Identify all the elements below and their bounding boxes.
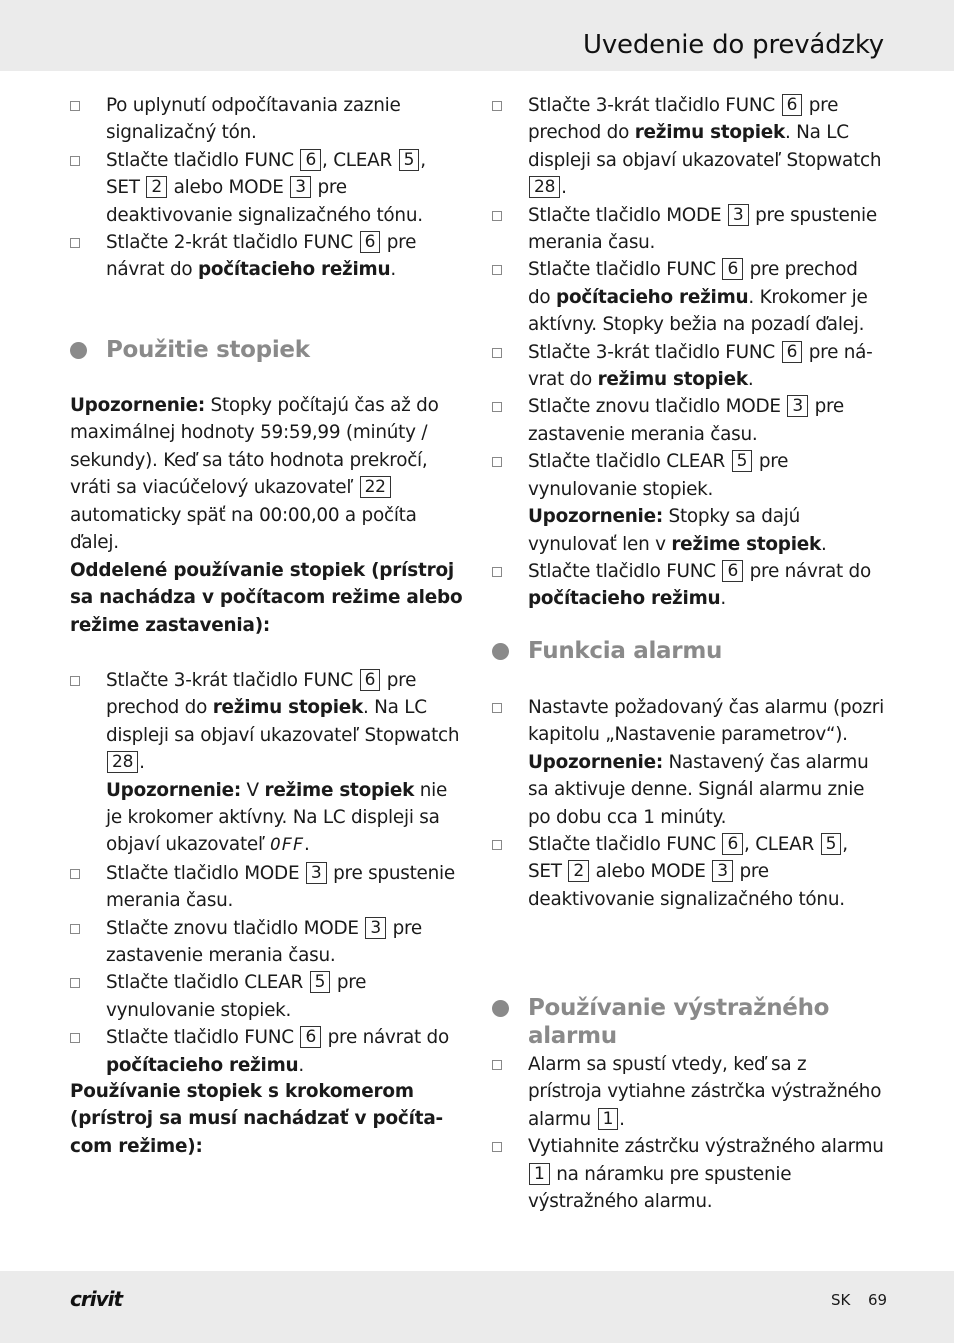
checkbox-bullet-icon [70,1033,80,1043]
list-item: Stlačte tlačidlo CLEAR 5 pre vynulovanie stopiek. Upozornenie: Stopky sa dajú vynulovať len v režime stopiek. [492,448,884,558]
part-ref-plug: 1 [598,1108,619,1130]
checkbox-bullet-icon [70,869,80,879]
button-ref-clear: 5 [310,971,331,993]
top-list [70,92,465,284]
list-item: Stlačte tlačidlo FUNC 6 pre návrat do počítacieho režimu. [492,558,884,613]
alarm-list [492,694,884,913]
list-item: Stlačte tlačidlo FUNC 6 pre návrat do počítacieho režimu. [70,1024,465,1079]
list-item: Stlačte 2-krát tlačidlo FUNC 6 pre návrat do počítacieho režimu. [70,229,465,284]
checkbox-bullet-icon [70,978,80,988]
button-ref-mode: 3 [728,204,749,226]
list-item: Stlačte 3-krát tlačidlo FUNC 6 pre prechod do režimu stopiek. Na LC displeji sa objaví ukazovateľ Stopwatch 28 . [492,92,884,202]
checkbox-bullet-icon [492,457,502,467]
checkbox-bullet-icon [492,703,502,713]
indicator-ref: 22 [360,476,391,498]
checkbox-bullet-icon [492,348,502,358]
checkbox-bullet-icon [492,101,502,111]
stopwatch-note: Upozornenie: Stopky počítajú čas až do maximálnej hodnoty 59:59,99 (minúty / sekundy). Keď sa táto hodnota prekročí, vráti sa viacúčelový ukazovateľ 22 automaticky späť na 00:00,00 a počíta ďalej. [70,395,439,554]
button-ref-func: 6 [782,341,803,363]
button-ref-clear: 5 [821,833,842,855]
subheading-separate-use: Oddelené používanie stopiek (prístroj sa nachádza v počítacom režime alebo režime zastavenia): [70,560,463,636]
button-ref-func: 6 [300,149,321,171]
button-ref-func: 6 [722,560,743,582]
button-ref-func: 6 [722,833,743,855]
checkbox-bullet-icon [70,238,80,248]
brand-logo: crivit [70,1287,123,1311]
button-ref-func: 6 [360,231,381,253]
list-item: Stlačte znovu tlačidlo MODE 3 pre zastavenie merania času. [70,915,465,970]
button-ref-mode: 3 [365,917,386,939]
section-title-alarm: Funkcia alarmu [492,637,920,665]
list-item: Vytiahnite zástrčku výstražného alarmu 1 na náramku pre spustenie výstražného alarmu. [492,1133,884,1215]
bullet-dot-icon [70,342,87,359]
left-column [70,90,465,1157]
button-ref-set: 2 [568,860,589,882]
right-column [492,90,884,1213]
checkbox-bullet-icon [492,1142,502,1152]
button-ref-func: 6 [722,258,743,280]
warning-alarm-list [492,1051,884,1215]
checkbox-bullet-icon [70,156,80,166]
button-ref-clear: 5 [732,450,753,472]
list-item: Stlačte tlačidlo FUNC 6 , CLEAR 5 , SET 2 alebo MODE 3 pre deaktivovanie signalizačného tónu. [70,147,465,229]
bullet-dot-icon [492,1000,509,1017]
part-ref-plug: 1 [529,1163,550,1185]
lcd-off-symbol: OFF [270,835,304,856]
page-title: Uvedenie do prevádzky [583,30,884,60]
bullet-dot-icon [492,643,509,660]
list-item: Alarm sa spustí vtedy, keď sa z prístroja vytiahne zástrčka výstražného alarmu 1 . [492,1051,884,1133]
separate-use-list [70,667,465,1079]
checkbox-bullet-icon [70,676,80,686]
button-ref-func: 6 [300,1026,321,1048]
button-ref-mode: 3 [290,176,311,198]
list-item: Stlačte tlačidlo CLEAR 5 pre vynulovanie stopiek. [70,969,465,1024]
list-item: Stlačte tlačidlo MODE 3 pre spustenie merania času. [492,202,884,257]
list-item: Stlačte tlačidlo FUNC 6 pre prechod do počítacieho režimu. Krokomer je aktívny. Stopky bežia na pozadí ďalej. [492,256,884,338]
list-item: Stlačte tlačidlo FUNC 6 , CLEAR 5 , SET 2 alebo MODE 3 pre deaktivovanie signalizačného tónu. [492,831,884,913]
list-item: Stlačte 3-krát tlačidlo FUNC 6 pre ná-vrat do režimu stopiek. [492,339,884,394]
page-footer [0,1271,954,1343]
section-title-warning-alarm: Používanie výstražného alarmu [492,994,920,1050]
list-item: Po uplynutí odpočítavania zaznie signalizačný tón. [70,92,465,147]
button-ref-clear: 5 [399,149,420,171]
subheading-pedometer-use: Používanie stopiek s krokomerom (prístroj sa musí nachádzať v počíta-com režime): [70,1081,443,1157]
checkbox-bullet-icon [492,567,502,577]
list-item: Stlačte 3-krát tlačidlo FUNC 6 pre prechod do režimu stopiek. Na LC displeji sa objaví ukazovateľ Stopwatch 28 . Upozornenie: V režime stopiek nie je krokomer aktívny. Na LC displeji sa objaví ukazovateľ OFF. [70,667,465,860]
page-number: 69 [868,1291,888,1309]
button-ref-set: 2 [146,176,167,198]
button-ref-mode: 3 [787,395,808,417]
checkbox-bullet-icon [70,924,80,934]
indicator-ref: 28 [529,176,560,198]
button-ref-mode: 3 [712,860,733,882]
button-ref-mode: 3 [306,862,327,884]
list-item: Stlačte tlačidlo MODE 3 pre spustenie merania času. [70,860,465,915]
checkbox-bullet-icon [492,840,502,850]
list-item: Stlačte znovu tlačidlo MODE 3 pre zastavenie merania času. [492,393,884,448]
indicator-ref: 28 [107,751,138,773]
button-ref-func: 6 [360,669,381,691]
checkbox-bullet-icon [492,1060,502,1070]
checkbox-bullet-icon [492,265,502,275]
pedometer-use-list [492,92,884,613]
section-title-stopwatch: Použitie stopiek [70,336,501,364]
checkbox-bullet-icon [492,211,502,221]
language-code: SK [831,1291,851,1309]
checkbox-bullet-icon [70,101,80,111]
list-item: Nastavte požadovaný čas alarmu (pozri kapitolu „Nastavenie parametrov“). Upozornenie: Nastavený čas alarmu sa aktivuje denne. Signál alarmu znie po dobu cca 1 minúty. [492,694,884,831]
button-ref-func: 6 [782,94,803,116]
checkbox-bullet-icon [492,402,502,412]
page-header [0,0,954,71]
